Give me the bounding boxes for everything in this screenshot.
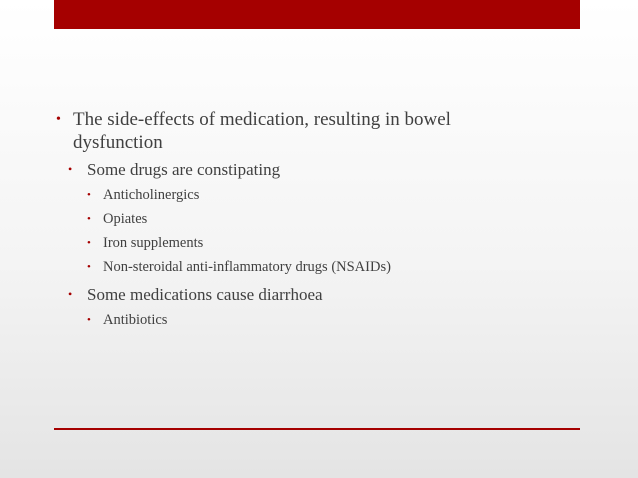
top-accent-bar <box>54 0 580 29</box>
bullet-marker: • <box>87 314 91 326</box>
bullet-text: Non-steroidal anti-inflammatory drugs (NSAIDs) <box>103 259 391 275</box>
bottom-accent-rule <box>54 428 580 430</box>
bullet-marker: • <box>68 162 73 176</box>
bullet-item <box>68 159 526 180</box>
bullet-item <box>87 258 526 276</box>
bullet-marker: • <box>68 287 73 301</box>
bullet-text: Opiates <box>103 211 148 227</box>
bullet-item <box>87 186 526 204</box>
bullet-marker: • <box>87 189 91 201</box>
bullet-text: Some medications cause diarrhoea <box>87 285 323 304</box>
bullet-text: Iron supplements <box>103 235 204 251</box>
slide-body <box>56 108 526 329</box>
bullet-marker: • <box>87 261 91 273</box>
bullet-item <box>56 108 526 154</box>
bullet-marker: • <box>56 112 61 127</box>
bullet-item <box>87 234 526 252</box>
bullet-item <box>87 311 526 329</box>
bullet-text: The side-effects of medication, resulting in bowel dysfunction <box>73 109 451 153</box>
bullet-text: Anticholinergics <box>103 187 200 203</box>
bullet-marker: • <box>87 237 91 249</box>
bullet-text: Antibiotics <box>103 312 168 328</box>
bullet-marker: • <box>87 213 91 225</box>
bullet-item <box>68 284 526 305</box>
bullet-text: Some drugs are constipating <box>87 160 281 179</box>
bullet-item <box>87 210 526 228</box>
